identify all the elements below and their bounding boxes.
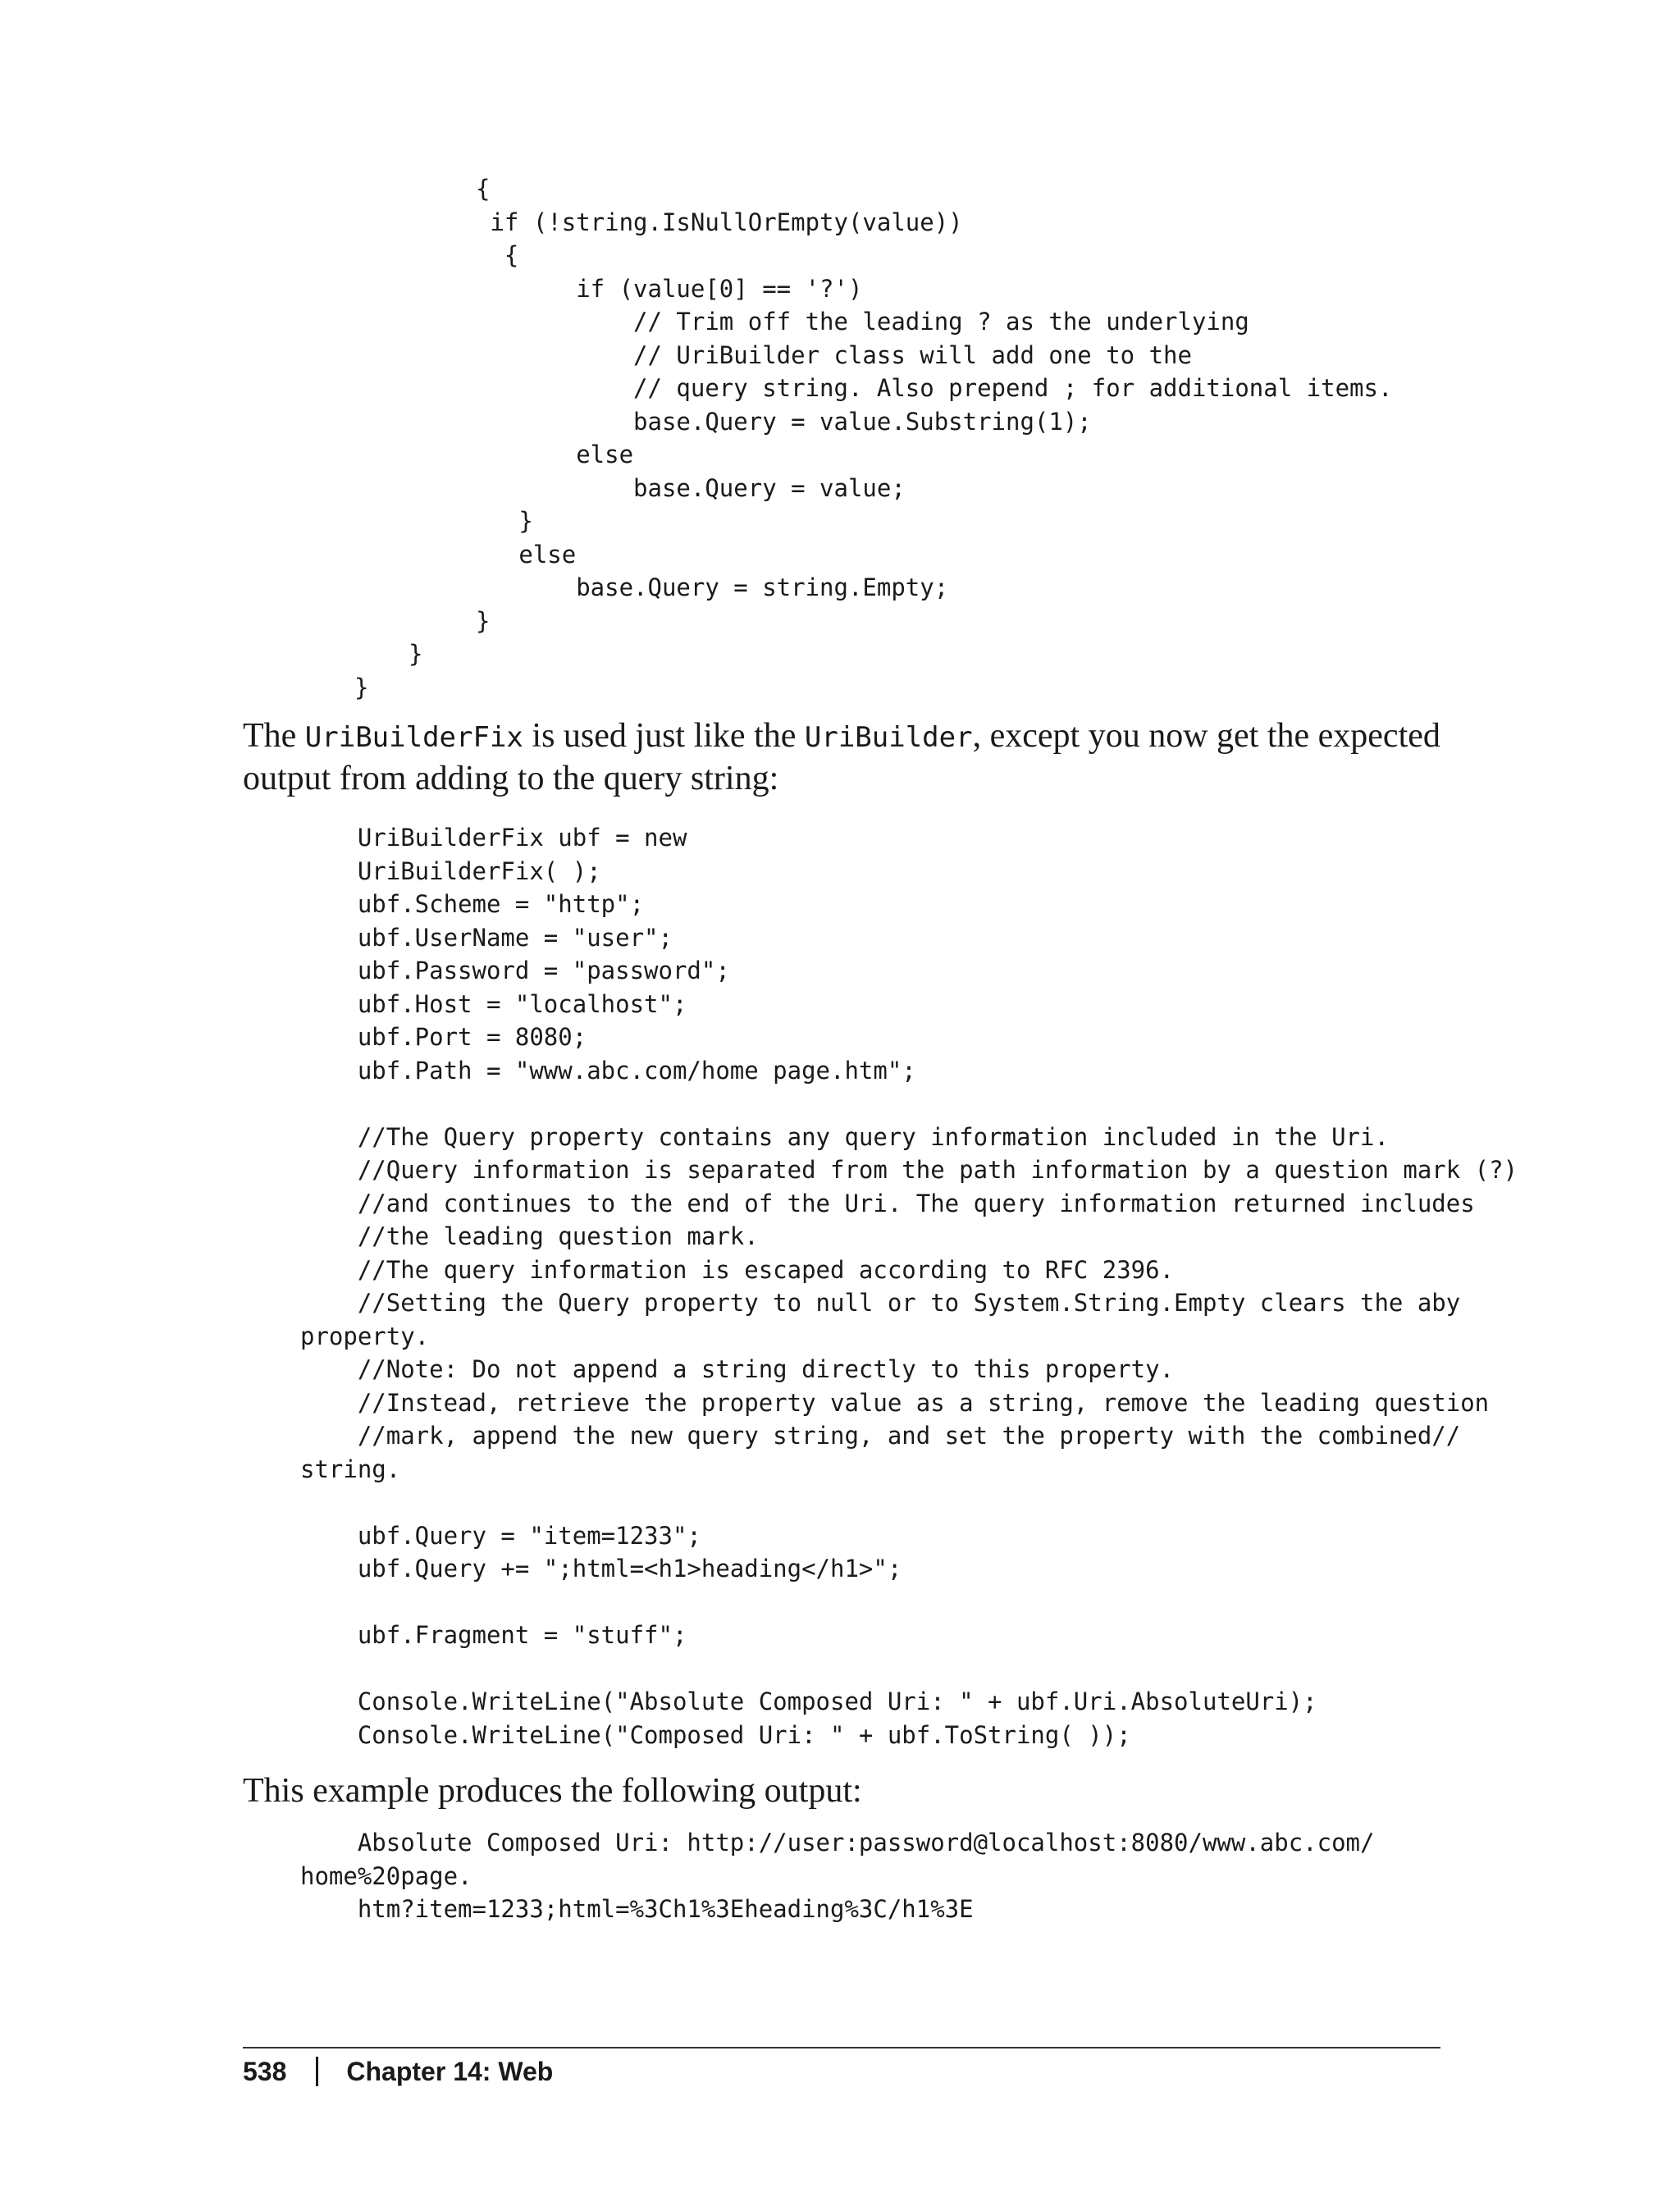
code-line: //Instead, retrieve the property value as a string, remove the leading question (300, 1388, 1490, 1417)
code-line: UriBuilderFix ubf = new (300, 824, 687, 852)
paragraph-text-mid: is used just like the (523, 717, 805, 755)
code-line: ubf.Fragment = "stuff"; (300, 1621, 687, 1649)
code-line: } (476, 606, 491, 635)
code-line: ubf.Password = "password"; (300, 957, 730, 984)
code-line (300, 1652, 1518, 1686)
paragraph-output-intro: This example produces the following output: (243, 1772, 862, 1810)
code-line: // Trim off the leading ? as the underlying (476, 308, 1249, 336)
code-line: //Note: Do not append a string directly to this property. (300, 1355, 1175, 1383)
code-line (300, 1087, 1518, 1121)
code-line: if (value[0] == '?') (476, 274, 863, 303)
code-line: else (476, 441, 634, 468)
code-block-closing-braces (354, 637, 422, 704)
code-line: ubf.Scheme = "http"; (300, 890, 645, 918)
code-line: ubf.Port = 8080; (300, 1023, 587, 1051)
code-line: } (354, 673, 369, 701)
code-block-example (300, 821, 1518, 1752)
inline-code-uribuilder: UriBuilder (804, 721, 973, 754)
code-line: //The Query property contains any query information included in the Uri. (300, 1122, 1389, 1151)
page-number: 538 (243, 2057, 287, 2086)
paragraph-text-pre: The (243, 717, 305, 755)
code-line (300, 1586, 1518, 1619)
code-block-output (300, 1826, 1374, 1926)
code-line: { (476, 241, 519, 269)
code-line: ubf.Query += ";html=<h1>heading</h1>"; (300, 1555, 902, 1583)
code-line: Console.WriteLine("Composed Uri: " + ubf.ToString( )); (300, 1720, 1131, 1749)
paragraph-uribuilderfix (243, 715, 1440, 799)
code-line: { (476, 175, 491, 203)
code-line: htm?item=1233;html=%3Ch1%3Eheading%3C/h1%3E (300, 1895, 974, 1923)
chapter-title: Chapter 14: Web (346, 2057, 554, 2086)
code-line: //Setting the Query property to null or to System.String.Empty clears the aby (300, 1289, 1461, 1317)
code-line: } (409, 640, 423, 668)
code-line: Absolute Composed Uri: http://user:password@localhost:8080/www.abc.com/ (300, 1829, 1375, 1857)
code-line: // query string. Also prepend ; for additional items. (476, 374, 1393, 402)
code-line: UriBuilderFix( ); (300, 856, 601, 885)
footer-separator (316, 2057, 318, 2086)
code-line: //mark, append the new query string, and set the property with the combined// (300, 1422, 1461, 1450)
code-block-setter-body (476, 172, 1392, 637)
code-line: base.Query = value; (476, 473, 906, 502)
code-line: Console.WriteLine("Absolute Composed Uri: " + ubf.Uri.AbsoluteUri); (300, 1688, 1317, 1715)
inline-code-uribuilderfix: UriBuilderFix (304, 721, 523, 754)
paragraph-text-post: , except you now get the expected output from adding to the query string: (243, 717, 1440, 797)
code-line: ubf.Query = "item=1233"; (300, 1521, 701, 1550)
code-line: ubf.UserName = "user"; (300, 923, 673, 952)
code-line: string. (300, 1455, 401, 1483)
code-line: property. (300, 1322, 430, 1350)
code-line: ubf.Path = "www.abc.com/home page.htm"; (300, 1056, 916, 1085)
code-line: } (476, 507, 533, 535)
code-line: base.Query = value.Substring(1); (476, 407, 1092, 436)
code-line: home%20page. (300, 1861, 472, 1890)
code-line: //and continues to the end of the Uri. The query information returned includes (300, 1189, 1475, 1217)
page-footer (243, 2055, 553, 2088)
code-line: //Query information is separated from the path information by a question mark (?) (300, 1156, 1518, 1184)
code-line: //The query information is escaped according to RFC 2396. (300, 1255, 1175, 1284)
code-line: //the leading question mark. (300, 1222, 759, 1250)
code-line: if (!string.IsNullOrEmpty(value)) (476, 208, 963, 236)
code-line: base.Query = string.Empty; (476, 573, 949, 601)
code-line: else (476, 540, 577, 569)
footer-rule (243, 2047, 1440, 2048)
code-line: ubf.Host = "localhost"; (300, 989, 687, 1018)
code-line (300, 1486, 1518, 1519)
code-line: // UriBuilder class will add one to the (476, 340, 1192, 369)
